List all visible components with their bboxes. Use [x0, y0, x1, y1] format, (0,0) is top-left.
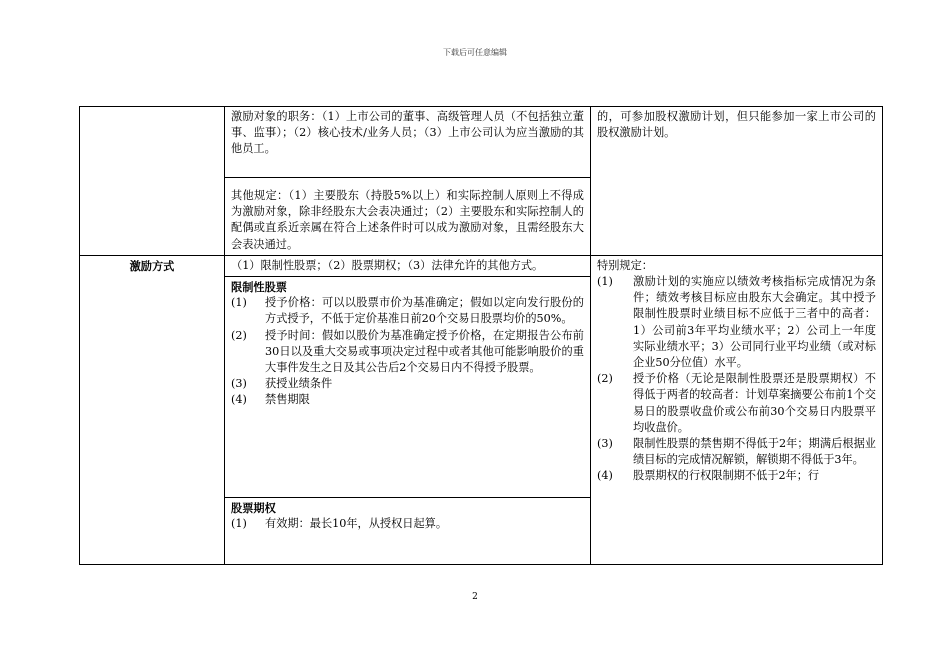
restricted-stock-section	[225, 277, 590, 498]
list-item: (2) 授予时间：假如以股价为基准确定授予价格，在定期报告公布前30日以及重大交易或事项决定过程中或者其他可能影响股价的重大事件发生之日及其公告后2个交易日内不得授予股票。	[231, 328, 584, 375]
eligibility-cell	[225, 107, 591, 256]
list-item: (3) 限制性股票的禁售期不得低于2年；期满后根据业绩目标的完成情况解锁，解锁期不得低于3年。	[597, 437, 876, 467]
table-row-eligibility	[80, 107, 883, 256]
eligibility-other-rules: 其他规定：（1）主要股东（持股5%以上）和实际控制人原则上不得成为激励对象，除非经股东大会表决通过；（2）主要股东和实际控制人的配偶或直系近亲属在符合上述条件时可以成为激励对象，且需经股东大会表决通过。	[231, 189, 584, 251]
stock-option-section	[225, 498, 590, 534]
row-label-empty	[80, 107, 225, 256]
header-note: 下载后可任意编辑	[443, 48, 507, 57]
list-item: (2) 授予价格（无论是限制性股票还是股票期权）不得低于两者的较高者：计划草案摘要公布前1个交易日的股票收盘价或公布前30个交易日内股票平均收盘价。	[597, 372, 876, 434]
policy-table	[79, 106, 883, 565]
eligibility-note: 的，可参加股权激励计划，但只能参加一家上市公司的股权激励计划。	[591, 107, 883, 256]
list-item: (1) 授予价格：可以以股票市价为基准确定；假如以定向发行股份的方式授予，不低于定价基准日前20个交易日股票均价的50%。	[231, 296, 584, 326]
table-row-incentive-method	[80, 255, 883, 564]
special-rules-cell	[591, 255, 883, 564]
list-item: (4) 禁售期限	[231, 393, 310, 407]
page-number: 2	[472, 592, 478, 602]
eligibility-positions: 激励对象的职务：（1）上市公司的董事、高级管理人员（不包括独立董事、监事）；（2）核心技术/业务人员；（3）上市公司认为应当激励的其他员工。	[225, 107, 590, 178]
incentive-method-cell	[225, 255, 591, 564]
list-item: (3) 获授业绩条件	[231, 377, 333, 391]
method-intro: （1）限制性股票；（2）股票期权；（3）法律允许的其他方式。	[225, 256, 590, 277]
special-rules-title: 特别规定：	[597, 258, 653, 272]
restricted-stock-title: 限制性股票	[231, 280, 287, 295]
list-item: (1) 有效期：最长10年，从授权日起算。	[231, 517, 448, 531]
stock-option-title: 股票期权	[231, 501, 276, 516]
list-item: (1) 激励计划的实施应以绩效考核指标完成情况为条件；绩效考核目标应由股东大会确定。其中授予限制性股票时业绩目标不应低于三者中的高者：1）公司前3年平均业绩水平；2）公司上一年度实际业绩水平；3）公司同行业平均业绩（或对标企业50分位值）水平。	[597, 275, 876, 370]
row-label-incentive-method: 激励方式	[80, 255, 225, 564]
list-item: (4) 股票期权的行权限制期不低于2年；行	[597, 469, 820, 483]
